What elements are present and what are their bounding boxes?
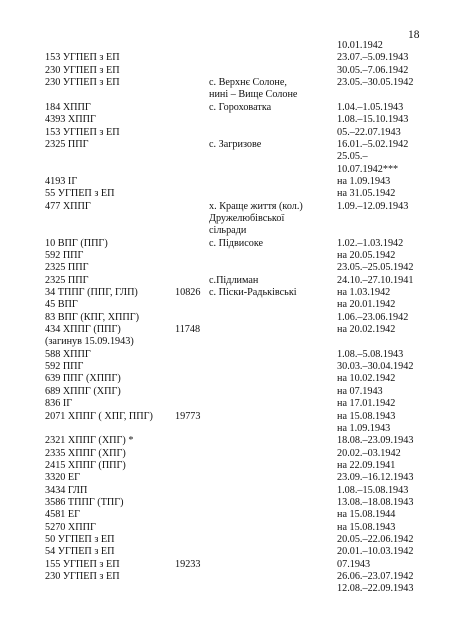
unit-cell: 4393 ХППГ [45, 114, 96, 126]
number-cell: 19773 [175, 410, 201, 422]
table-row [0, 249, 453, 262]
date-cell: на 20.02.1942 [337, 324, 396, 336]
unit-cell: 2071 ХППГ ( ХПГ, ППГ) [45, 410, 153, 422]
date-cell: 1.09.–12.09.1943 [337, 200, 409, 212]
unit-cell: 836 ІГ [45, 398, 73, 410]
date-cell: 16.01.–5.02.1942 [337, 138, 409, 150]
number-cell: 10826 [175, 287, 201, 298]
unit-cell: 50 УГПЕП з ЕП [45, 534, 115, 545]
place-cell: х. Краще життя (кол.) [209, 200, 303, 212]
unit-cell: 55 УГПЕП з ЕП [45, 188, 115, 200]
date-cell: 13.08.–18.08.1943 [337, 496, 414, 508]
date-cell: на 15.08.1943 [337, 410, 396, 422]
table-row [0, 187, 453, 200]
date-cell: на 1.09.1943 [337, 175, 391, 187]
number-cell: 19233 [175, 558, 201, 570]
date-cell: 1.08.–15.08.1943 [337, 484, 409, 496]
unit-cell: 689 ХППГ (ХПГ) [45, 385, 121, 397]
table-row [0, 447, 453, 460]
table-row [0, 397, 453, 410]
table-row [0, 286, 453, 299]
table-row [0, 51, 453, 64]
table-row [0, 212, 453, 225]
date-cell: на 1.09.1943 [337, 422, 391, 434]
table-row [0, 521, 453, 534]
unit-cell: 2325 ППГ [45, 274, 89, 286]
table-row [0, 175, 453, 188]
unit-cell: 434 ХППГ (ППГ) [45, 324, 121, 336]
table-row [0, 76, 453, 89]
date-cell: 10.01.1942 [337, 40, 383, 51]
unit-cell: 230 УГПЕП з ЕП [45, 571, 120, 582]
date-cell: 23.09.–16.12.1943 [337, 472, 414, 484]
table-row [0, 88, 453, 101]
date-cell: на 15.08.1943 [337, 521, 396, 533]
unit-cell: 184 ХППГ [45, 101, 91, 113]
date-cell: на 22.09.1941 [337, 459, 396, 471]
unit-cell: 155 УГПЕП з ЕП [45, 558, 120, 570]
unit-cell: 10 ВПГ (ППГ) [45, 237, 108, 249]
table-row [0, 237, 453, 250]
unit-cell: 153 УГПЕП з ЕП [45, 126, 120, 138]
table-row [0, 298, 453, 311]
date-cell: 20.05.–22.06.1942 [337, 534, 414, 545]
unit-cell: 45 ВПГ [45, 299, 78, 311]
place-cell: с. Підвисоке [209, 237, 264, 249]
unit-cell: 230 УГПЕП з ЕП [45, 77, 120, 88]
date-cell: 1.04.–1.05.1943 [337, 101, 404, 113]
date-cell: 1.08.–15.10.1943 [337, 114, 409, 126]
date-cell: 24.10.–27.10.1941 [337, 274, 414, 286]
table-row [0, 372, 453, 385]
date-cell: 20.01.–10.03.1942 [337, 546, 414, 558]
unit-cell: 54 УГПЕП з ЕП [45, 546, 115, 558]
table-row [0, 113, 453, 126]
table-row [0, 434, 453, 447]
unit-cell: 639 ППГ (ХППГ) [45, 373, 121, 385]
unit-cell: 477 ХППГ [45, 200, 91, 212]
page-number: 18 [408, 29, 420, 41]
date-cell: 23.05.–25.05.1942 [337, 262, 414, 274]
place-cell: нині – Вище Солоне [209, 89, 298, 101]
table-row [0, 224, 453, 237]
table-row [0, 410, 453, 423]
unit-cell: 2321 ХППГ (ХПГ) * [45, 435, 134, 447]
table-row [0, 484, 453, 497]
unit-cell: 153 УГПЕП з ЕП [45, 52, 120, 64]
table-row [0, 261, 453, 274]
date-cell: 07.1943 [337, 558, 371, 570]
table-row [0, 323, 453, 336]
date-cell: на 1.03.1942 [337, 287, 391, 298]
table-row [0, 508, 453, 521]
table-row [0, 101, 453, 114]
place-cell: с. Піски-Радьківські [209, 287, 297, 298]
number-cell: 11748 [175, 324, 201, 336]
table-row [0, 545, 453, 558]
table-row [0, 496, 453, 509]
date-cell: на 07.1943 [337, 385, 383, 397]
table-row [0, 570, 453, 583]
unit-cell: 2335 ХППГ (ХПГ) [45, 447, 126, 459]
unit-cell: 3320 ЕГ [45, 472, 81, 484]
place-cell: с. Загризове [209, 138, 262, 150]
date-cell: 26.06.–23.07.1942 [337, 571, 414, 582]
date-cell: 20.02.–03.1942 [337, 447, 401, 459]
place-cell: с.Підлиман [209, 274, 259, 286]
unit-cell: 2325 ППГ [45, 138, 89, 150]
unit-cell: 230 УГПЕП з ЕП [45, 64, 120, 76]
place-cell: Дружелюбівської [209, 212, 285, 224]
date-cell: на 31.05.1942 [337, 188, 396, 200]
date-cell: на 20.01.1942 [337, 299, 396, 311]
table-row [0, 459, 453, 472]
table-row [0, 582, 453, 595]
date-cell: 10.07.1942*** [337, 163, 399, 175]
table-row [0, 348, 453, 361]
date-cell: на 15.08.1944 [337, 509, 396, 521]
table-row [0, 39, 453, 52]
table-row [0, 471, 453, 484]
table-row [0, 385, 453, 398]
date-cell: 30.03.–30.04.1942 [337, 361, 414, 373]
table-row [0, 126, 453, 139]
unit-cell: 2415 ХППГ (ППГ) [45, 459, 126, 471]
date-cell: 18.08.–23.09.1943 [337, 435, 414, 447]
date-cell: 30.05.–7.06.1942 [337, 64, 409, 76]
table-row [0, 163, 453, 176]
unit-cell: 592 ППГ [45, 249, 84, 261]
unit-cell: 2325 ППГ [45, 262, 89, 274]
date-cell: 05.–22.07.1943 [337, 126, 401, 138]
unit-cell: 83 ВПГ (КПГ, ХППГ) [45, 311, 140, 323]
date-cell: 1.02.–1.03.1942 [337, 237, 404, 249]
date-cell: на 17.01.1942 [337, 398, 396, 410]
table-row [0, 274, 453, 287]
unit-cell: 3586 ТППГ (ТПГ) [45, 496, 124, 508]
unit-cell: 592 ППГ [45, 361, 84, 373]
table-row [0, 533, 453, 546]
table-row [0, 138, 453, 151]
table-row [0, 558, 453, 571]
date-cell: на 10.02.1942 [337, 373, 396, 385]
table-row [0, 360, 453, 373]
unit-cell: 5270 ХППГ [45, 521, 96, 533]
table-row [0, 422, 453, 435]
date-cell: 12.08.–22.09.1943 [337, 583, 414, 595]
table-row [0, 311, 453, 324]
date-cell: 25.05.– [337, 151, 368, 163]
place-cell: сільради [209, 225, 247, 237]
table-row [0, 200, 453, 213]
table-row [0, 150, 453, 163]
unit-cell: 4581 ЕГ [45, 509, 81, 521]
unit-cell: 588 ХППГ [45, 348, 91, 360]
place-cell: с. Гороховатка [209, 101, 272, 113]
table-row [0, 335, 453, 348]
date-cell: 1.06.–23.06.1942 [337, 311, 409, 323]
unit-cell: 4193 ІГ [45, 175, 78, 187]
date-cell: на 20.05.1942 [337, 249, 396, 261]
date-cell: 23.05.–30.05.1942 [337, 77, 414, 88]
date-cell: 1.08.–5.08.1943 [337, 348, 404, 360]
unit-cell: 34 ТППГ (ППГ, ГЛП) [45, 287, 138, 298]
place-cell: с. Верхнє Солоне, [209, 77, 287, 88]
unit-cell: 3434 ГЛП [45, 484, 88, 496]
table-row [0, 64, 453, 77]
unit-cell: (загинув 15.09.1943) [45, 336, 134, 348]
date-cell: 23.07.–5.09.1943 [337, 52, 409, 64]
